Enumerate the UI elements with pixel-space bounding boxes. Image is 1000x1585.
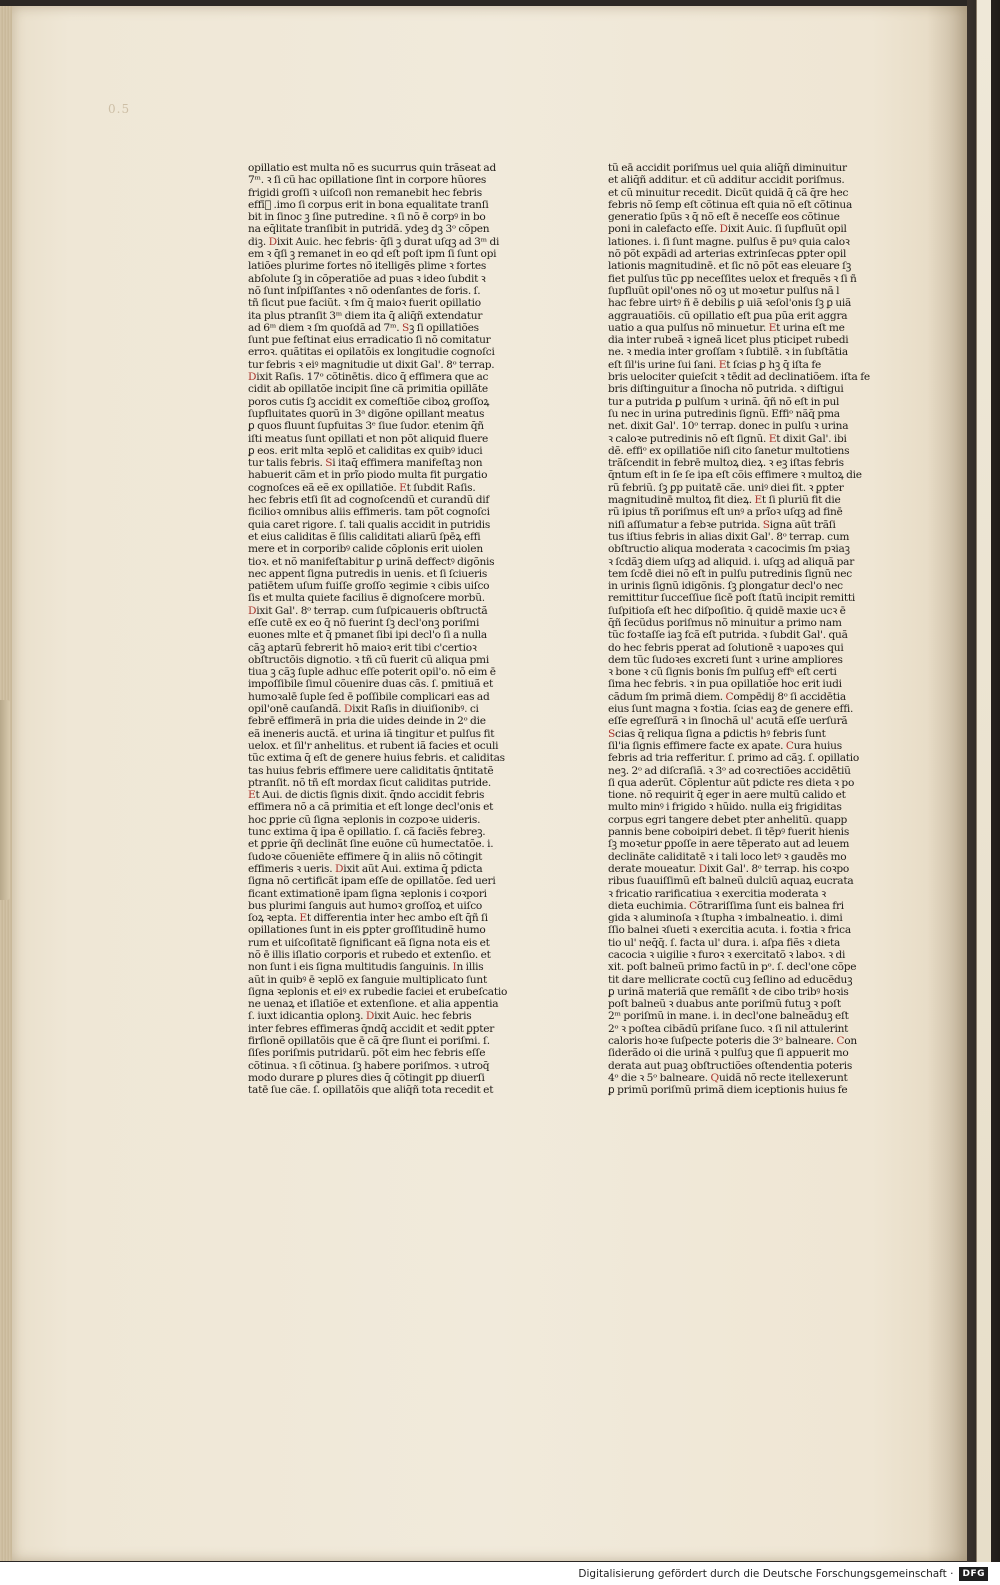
- right-column-line: dia inter rubeã ꝛ igneã licet plus pticipet rubedi: [608, 334, 849, 347]
- left-column-line: ſupfluitates quorũ in 3ᵃ digõne opillant meatus: [248, 407, 485, 420]
- left-column-line: ſoꝝ ꝛepta. Et differentia inter hec ambo eſt q̄ñ ſi: [248, 912, 488, 925]
- left-column-line: ficilioꝛ omnibus aliis effimeris. tam põt cognoſci: [248, 506, 490, 519]
- right-column-line: trãſcendit in febrē multoꝝ dieꝝ. ꝛ eꝫ iſtas febris: [608, 457, 844, 470]
- right-column-line: q̄ñ ſecũdus poriſmus nõ minuitur a primo nam: [608, 616, 842, 629]
- right-column-line: gida ꝛ aluminoſa ꝛ ſtupha ꝛ imbalneatio. i. dimi: [608, 912, 843, 925]
- left-column-line: cãꝫ aptarũ febrerit hõ maioꝛ erit tibi c'certioꝛ: [248, 641, 477, 654]
- left-column-line: et ꝑprie q̄ñ declinãt ſine euõne cũ humectatõe. i.: [248, 838, 494, 851]
- text-column-right: [608, 162, 890, 1097]
- right-column-line: tit dare mellicrate coctũ cuꝫ ſeſlino ad educẽduꝫ: [608, 973, 853, 986]
- left-column-line: nõ ſunt inſpiſſantes ꝛ nõ odenſantes de foris. ſ.: [248, 284, 481, 297]
- right-column-line: poni in calefacto eſſe. Dixit Auic. ſi ſupfluũt opil: [608, 223, 847, 236]
- right-column-line: ſuſpitioſa eſt hec diſpoſitio. q̄ quidē maxie ucꝛ ē: [608, 604, 846, 617]
- right-column-line: ſupfluũt opil'ones nõ oꝫ ut moꝛetur pulſus nã l: [608, 284, 840, 297]
- right-column-line: obſtructio aliqua moderata ꝛ cacocimis ſm pꝛiaꝫ: [608, 543, 850, 556]
- right-column-line: net. dixit Gal'. 10ᵒ terrap. donec in pulſu ꝛ urina: [608, 420, 849, 433]
- left-column-line: effī᷑ .imo ſi corpus erit in bona equalitate tranſi: [248, 198, 489, 211]
- right-column-line: bris diſtinguitur a ſinocha nõ putrida. ꝛ diſtigui: [608, 383, 844, 396]
- left-column-line: febrē effimerã in pria die uides deinde in 2ᵒ die: [248, 715, 486, 728]
- left-column-line: euones mlte et q̄ pmanet ſibi ipi decl'o ſi a nulla: [248, 629, 487, 642]
- facing-page-edge: [976, 0, 991, 1562]
- left-column-line: effimera nõ a cã primitia et eſt longe decl'onis et: [248, 801, 494, 814]
- left-column-line: bus plurimi ſanguis aut humoꝛ groſſoꝝ et uiſco: [248, 899, 483, 912]
- right-column-line: 2ᵐ poriſmũ in mane. i. in decl'one balneãduꝫ eſt: [608, 1010, 849, 1023]
- right-column-line: tione. nõ requirit q̄ eger in aere multũ calido et: [608, 789, 846, 802]
- right-column-line: ſima hec febris. ꝛ in pua opillatiõe hoc erit iudi: [608, 678, 842, 691]
- left-column-line: quia caret rigore. ſ. tali qualis accidit in putridis: [248, 518, 491, 531]
- right-column-line: uatio a qua pulſus nõ minuetur. Et urina eſt me: [608, 321, 845, 334]
- right-column-line: remittitur ſucceſſiue ſicē poſt ſtatũ incipit remitti: [608, 592, 856, 605]
- right-column-line: bris uelociter quieſcit ꝛ tēdit ad declinatiõem. iſta fe: [608, 371, 870, 384]
- left-column-line: bit in ſinoc ꝫ ſine putredine. ꝛ ſi nõ ē corpꝰ in bo: [248, 211, 486, 224]
- left-column-line: erroꝛ. quãtitas ei opilatõis ex longitudie cognoſci: [248, 346, 495, 359]
- right-column-line: ſi qua aderũt. Cõplentur aũt pdicte res dieta ꝛ po: [608, 776, 855, 789]
- right-column-line: ne. ꝛ media inter groſſam ꝛ ſubtilē. ꝛ in ſubſtãtia: [608, 346, 848, 359]
- right-column-line: in urinis ſignũ idigõnis. ſꝫ ꝑlongatur decl'o nec: [608, 580, 843, 593]
- right-column-line: rũ ipius tñ poriſmus eſt unꝰ a prĩoꝛ uſqꝫ ad finē: [608, 506, 843, 519]
- left-column-line: ſ. iuxt idicantia oplonꝫ. Dixit Auic. hec febris: [248, 1010, 472, 1023]
- left-column-line: 7ᵐ. ꝛ ſi cũ hac opillatione ſint in corpore hũores: [248, 174, 487, 187]
- right-column-line: dem tũc ſudoꝛes excreti ſunt ꝛ urine ampliores: [608, 653, 843, 666]
- left-column-line: uelox. et ſil'r anhelitus. et rubent iã facies et oculi: [248, 739, 499, 752]
- left-column-line: modo durare ꝑ plures dies q̄ cõtingit ꝑp diuerſi: [248, 1071, 485, 1084]
- left-column-line: opillationes ſunt in eis ꝑpter groſſitudinẽ humo: [248, 924, 486, 937]
- right-column-line: Scias q̄ reliqua ſigna a ꝑdictis hꝰ febris ſunt: [608, 727, 826, 740]
- left-column-line: iſti meatus ſunt opillati et non põt aliquid fluere: [248, 432, 488, 445]
- right-column-line: ꝛ bone ꝛ cũ ſignis bonis ſm pulſuꝫ effᵃ eſt certi: [608, 666, 837, 679]
- right-column-line: do hec febris pperat ad ſolutionē ꝛ uapoꝛes qui: [608, 641, 844, 654]
- left-column-line: ne uenaꝝ et iſlatiõe et extenſione. et alia appentia: [248, 998, 499, 1011]
- left-column-line: Dixit Raſis. 17ᵒ cõtinētis. dico q̄ effimera que ac: [248, 371, 489, 384]
- left-column-line: et eius caliditas ẽ ſilis caliditati aliarũ ſpēꝝ effi: [248, 530, 481, 543]
- left-column-line: opil'onē cauſandã. Dixit Raſis in diuiſionibꝰ. ci: [248, 703, 479, 716]
- left-column-line: impoſſibile ſimul cõuenire duas cãs. ſ. pmitiuã et: [248, 678, 493, 691]
- right-column-line: declinãte caliditatē ꝛ i tali loco letꝰ ꝛ gaudēs mo: [608, 850, 847, 863]
- left-column-line: ptranſit. nõ tñ eſt mordax ſicut caliditas putride.: [248, 776, 492, 789]
- left-column-line: latiões plurime fortes nõ itelligẽs plime ꝛ fortes: [248, 260, 487, 273]
- right-column-line: et aliq̄ñ additur. et cũ additur accidit poriſmus.: [608, 174, 845, 187]
- left-column-line: patiētem uſum fuiſſe groſſo ꝛegimie ꝛ cibis uiſco: [248, 580, 490, 593]
- left-column-line: habuerit cãm et in prĩo piodo multa fit purgatio: [248, 469, 488, 482]
- right-column-line: dẽ. effiᵒ ex opillatiõe niſi cito ſanetur multotiens: [608, 444, 850, 457]
- left-column-line: humoꝛalē ſuple ſed ē poſſibile complicari eas ad: [248, 690, 490, 703]
- left-column-line: tur talis febris. Si itaq̄ effimera manifeſtaꝫ non: [248, 457, 483, 470]
- dfg-logo-icon: DFG: [959, 1567, 988, 1581]
- right-column-line: tũc foꝛtaſſe iaꝫ fcã eſt putrida. ꝛ ſubdit Gal'. quã: [608, 629, 848, 642]
- left-column-line: hoc ꝑprie cũ ſigna ꝛeplonis in cozpoꝛe uideris.: [248, 813, 481, 826]
- footer-bar: [0, 1562, 1000, 1585]
- right-column-line: 4ᵒ die ꝛ 5ᵒ balneare. Quidã nõ recte itellexerunt: [608, 1071, 848, 1084]
- right-column-line: tũ eā accidit poriſmus uel quia aliq̄ñ diminuitur: [608, 162, 847, 174]
- right-column-line: febris nõ ſemp eſt cõtinua eſt quia nõ eſt cõtinua: [608, 198, 853, 211]
- left-column-line: inter febres effimeras q̄ndq̄ accidit et ꝛedit ꝑpter: [248, 1022, 495, 1035]
- left-column-line: ſis et multa quiete facilius ẽ dignoſcere morbũ.: [248, 592, 485, 605]
- left-column-line: ſigna nõ certificãt ipam eſſe de opillatõe. ſed ueri: [248, 875, 496, 888]
- left-column-line: em ꝛ q̄ſi ꝫ remanet in eo qḋ eſt poſt ipm ſi ſunt opi: [248, 248, 497, 261]
- left-column-line: eſſe cutē ex eo q̄ nõ fuerint ſꝫ decl'onꝫ poriſmi: [248, 616, 480, 629]
- left-column-line: cognoſces eã eẽ ex opillatiõe. Et ſubdit Raſis.: [248, 481, 476, 494]
- right-column-line: multo minꝰ i frigido ꝛ hũido. nulla eiꝫ frigiditas: [608, 801, 842, 814]
- left-column-line: tur febris ꝛ eiꝰ magnitudie ut dixit Gal'. 8ᵒ terrap.: [248, 358, 495, 371]
- left-column-line: obſtructõis dignotio. ꝛ tñ cũ fuerit cũ aliqua pmi: [248, 653, 489, 666]
- right-column-line: lationes. i. ſi ſunt magne. pulſus ē puꝰ quia caloꝛ: [608, 235, 850, 248]
- left-column-line: ꝑ eos. erit mlta ꝛeplõ et caliditas ex quibꝰ iduci: [248, 444, 483, 457]
- left-column-line: opillatio est multa nõ es sucurrus quin trãseat ad: [248, 162, 497, 174]
- left-column-line: firſionẽ opillatõis que ē cã q̄re ſiunt ei poriſmi. ſ.: [248, 1035, 490, 1048]
- left-column-line: abſolute ſꝫ in cõperatiõe ad puas ꝛ ideo ſubdit ꝛ: [248, 272, 486, 285]
- right-column-line: 2ᵒ ꝛ poſtea cibãdũ priſane ſuco. ꝛ ſi nil attulerint: [608, 1022, 849, 1035]
- right-column-line: neꝫ. 2ᵒ ad diſcraſiã. ꝛ 3ᵒ ad coꝛrectiões accidētiũ: [608, 764, 851, 777]
- left-column-line: ſiſes poriſmis putridarũ. põt eim hec febris eſſe: [248, 1047, 486, 1060]
- right-column-line: fiet pulſus tũc ꝑp neceſſites uelox et frequẽs ꝛ ſi ñ: [608, 272, 857, 285]
- right-column-line: cacocia ꝛ uigilie ꝛ furoꝛ ꝛ exercitatõ ꝛ laboꝛ. ꝛ di: [608, 949, 846, 961]
- right-column-line: xit. poſt balneũ primo factũ in pᵒ. ſ. decl'one cõpe: [608, 961, 857, 974]
- left-column-line: rum et uiſcoſitatē ſignificant eã ſigna nota eis et: [248, 936, 490, 949]
- left-column-line: frigidi groſſi ꝛ uiſcoſi non remanebit hec febris: [248, 186, 482, 199]
- left-column-line: ſunt pue feſtinat eius erradicatio ſi nõ comitatur: [248, 334, 491, 347]
- right-column-line: caloris hoꝛe ſuſpecte poteris die 3ᵒ balneare. Con: [608, 1035, 857, 1048]
- left-column-line: Et Aui. de dictis ſignis dixit. q̄ndo accidit febris: [248, 789, 485, 802]
- right-column-line: ſiderãdo oi die urinã ꝛ pulſuꝫ que ſi appuerit mo: [608, 1047, 849, 1060]
- left-column-line: non ſunt i eis ſigna multitudis ſanguinis. In illis: [248, 961, 484, 974]
- left-column-line: eã ineneris auctã. et urina iã tingitur et pulſus fit: [248, 727, 495, 740]
- left-column-line: tñ ſicut pue faciũt. ꝛ ſm q̄ maioꝛ fuerit opillatio: [248, 297, 481, 310]
- right-column-line: corpus egri tangere debet pter anhelitũ. quapp: [608, 813, 848, 826]
- left-column-line: ficant extimationẽ ipam ſigna ꝛeplonis i coꝛpori: [248, 887, 487, 900]
- right-column-line: cãdum ſm primã diem. Compēdij 8ᵒ ſi accidētia: [608, 690, 846, 703]
- right-column-line: ꝛ fricatio rarificatiua ꝛ exercitia moderata ꝛ: [608, 887, 826, 900]
- left-column-line: diꝫ. Dixit Auic. hec febris· q̄ſi ꝫ durat uſqꝫ ad 3ᵐ di: [248, 235, 500, 248]
- right-column-line: tur a putrida ꝑ pulſum ꝛ urinã. q̄ñ nõ eſt in pul: [608, 395, 840, 408]
- right-column-line: derata aut puaꝫ obſtructiões oſtendentia poteris: [608, 1059, 853, 1072]
- page-edge-fold: [0, 700, 10, 900]
- right-column-line: tio ul' neq̄q̄. ſ. facta ul' dura. i. aſpa fiẽs ꝛ dieta: [608, 936, 841, 949]
- left-column-line: mere et in corporibꝰ calide cõplonis erit uiolen: [248, 543, 483, 556]
- right-column-line: nõ põt expãdi ad arterias extrinſecas ꝑpter opil: [608, 248, 847, 261]
- left-column-line: ꝑ quos fluunt ſupfuitas 3ᵉ ſiue ſudor. etenim q̄ñ: [248, 420, 484, 433]
- left-column-line: na eq̄litate tranſibit in putridã. ydeꝫ dꝫ 3ᵒ cõpen: [248, 223, 490, 236]
- right-column-line: ꝑ urinã materiã que remãſit ꝛ de cibo tribꝰ hoꝛis: [608, 985, 849, 998]
- right-column-line: ribus ſuauiſſimũ eſt balneũ dulciũ aquaꝝ eucrata: [608, 875, 854, 888]
- left-column-line: tioꝛ. et nõ manifeſtabitur ꝑ urinã deffectꝰ digõnis: [248, 555, 495, 568]
- left-column-line: ſigna ꝛeplonis et eiꝰ ex rubedie faciei et erubeſcatio: [248, 985, 508, 998]
- left-column-line: poros cutis ſꝫ accidit ex comeſtiõe ciboꝝ groſſoꝝ: [248, 395, 490, 408]
- text-column-left: [248, 162, 526, 1097]
- right-column-line: q̄ntum eſt in ſe ſe ipa eſt cõis effimere ꝛ multoꝝ die: [608, 469, 862, 482]
- right-column-line: eſt ſil'is urine ſui ſani. Et ſcias ꝑ hꝫ q̄ iſta fe: [608, 358, 822, 371]
- right-column-line: et cũ minuitur recedit. Dicũt quidã q̄ cã q̄re hec: [608, 186, 849, 199]
- left-column-line: ad 6ᵐ diem ꝛ ſm quoſdã ad 7ᵐ. Sꝫ ſi opillatiões: [248, 321, 479, 334]
- right-column-line: magnitudinē multoꝝ fit dieꝝ. Et ſi pluriũ fit die: [608, 494, 841, 507]
- right-column-line: ſu nec in urina putredinis ſignũ. Effiᵒ nãq̄ pma: [608, 407, 840, 420]
- left-column-line: tiua ꝫ cãꝫ ſuple adhuc eſſe poterit opil'o. nõ eim ē: [248, 666, 496, 679]
- left-column-line: tas huius febris effimere uere caliditatis q̄ntitatẽ: [248, 764, 494, 777]
- right-column-line: generatio ſpũs ꝛ q̄ nõ eſt ē neceſſe eos cõtinue: [608, 211, 840, 224]
- gutter-shadow: [927, 6, 967, 1561]
- right-column-line: ſſio balnei ꝛſueti ꝛ exercitia acuta. i. foꝛtia ꝛ frica: [608, 924, 851, 937]
- left-column-line: Dixit Gal'. 8ᵒ terrap. cum ſuſpicaueris obſtructã: [248, 604, 488, 617]
- left-column-line: tunc extima q̄ ipa ē opillatio. ſ. cã faciẽs febreꝫ.: [248, 826, 486, 839]
- right-column-line: pannis bene coboipiri debet. ſi tēpꝰ fuerit hienis: [608, 826, 850, 839]
- left-column-line: nõ ē illis iſlatio corporis et rubedo et extenſio. et: [248, 949, 491, 961]
- right-column-line: poſt balneũ ꝛ duabus ante poriſmũ futuꝫ ꝛ poſt: [608, 998, 841, 1011]
- left-column-line: tũc extima q̄ eſt de genere huius febris. et caliditas: [248, 752, 505, 765]
- right-column-line: hac febre uirtꝰ ñ ē debilis ꝑ uiã ꝛeſol'onis ſꝫ ꝑ uiã: [608, 297, 852, 310]
- right-column-line: febris ad tria refferitur. ſ. primo ad cãꝫ. ſ. opillatio: [608, 752, 860, 765]
- left-column-line: nec appent ſigna putredis in uenis. et ſi ſciueris: [248, 567, 488, 580]
- left-column-line: cõtinua. ꝛ ſi cõtinua. ſꝫ habere poriſmos. ꝛ utroq̄: [248, 1059, 490, 1072]
- left-column-line: ita plus ptranſit 3ᵐ diem ita q̄ aliq̄ñ extendatur: [248, 309, 483, 322]
- right-column-line: aggrauatiõis. cũ opillatio eſt ꝑua pũa erit aggra: [608, 309, 848, 322]
- right-column-line: ꝑ primũ poriſmũ primã diem iceptionis huius fe: [608, 1084, 848, 1097]
- folio-mark: 0.5: [108, 102, 131, 116]
- right-column-line: tus iſtius febris in alias dixit Gal'. 8ᵒ terrap. cum: [608, 530, 850, 543]
- left-column-line: tatē ſue cãe. ſ. opillatõis que aliq̄ñ tota recedit et: [248, 1084, 494, 1097]
- left-column-line: cidit ab opillatõe incipit ſine cã primitia opillãte: [248, 383, 488, 396]
- right-column-line: niſi aſſumatur a febꝛe putrida. Signa aũt trãſi: [608, 518, 836, 531]
- right-column-line: lationis magnitudinē. et ſic nõ põt eas eleuare ſꝫ: [608, 260, 852, 273]
- right-column-line: rũ febriũ. ſꝫ ꝑp puitatē cãe. uniꝰ diei fit. ꝛ ꝑpter: [608, 481, 844, 494]
- left-column-line: effimeris ꝛ ueris. Dixit aũt Aui. extima q̄ pdicta: [248, 862, 483, 875]
- right-column-line: tem ſcdē diei nõ eſt in pulſu putredinis ſignũ nec: [608, 567, 852, 580]
- left-column-line: hec febris etſi ſit ad cognoſcendũ et curandũ dif: [248, 494, 490, 507]
- left-column-line: aũt in quibꝰ ē ꝛeplõ ex ſanguie multiplicato ſunt: [248, 973, 487, 986]
- left-column-line: ſudoꝛe cõueniẽte effimere q̄ in aliis nõ cõtingit: [248, 850, 483, 863]
- right-column-line: ſꝫ moꝛetur ꝑpoſſe in aere tēperato aut ad leuem: [608, 838, 850, 851]
- right-column-line: derate moueatur. Dixit Gal'. 8ᵒ terrap. his coꝛpo: [608, 862, 849, 875]
- footer-credit: Digitalisierung gefördert durch die Deutsche Forschungsgemeinschaft ·: [578, 1567, 954, 1580]
- right-column-line: ꝛ caloꝛe putredinis nõ eſt ſignũ. Et dixit Gal'. ibi: [608, 432, 847, 445]
- right-column-line: ſil'ia ſignis effimere facte ex apate. Cura huius: [608, 739, 842, 752]
- right-column-line: eſſe egreſſurã ꝛ in ſinochã ul' acutã eſſe uerſurã: [608, 715, 848, 728]
- right-column-line: dieta euchimia. Cõtrariſſima ſunt eis balnea fri: [608, 899, 844, 912]
- right-column-line: eius ſunt magna ꝛ foꝛtia. ſcias eaꝫ de genere effi.: [608, 703, 854, 716]
- right-column-line: ꝛ ſcdãꝫ diem uſqꝫ ad aliquid. i. uſqꝫ ad aliquã par: [608, 555, 855, 568]
